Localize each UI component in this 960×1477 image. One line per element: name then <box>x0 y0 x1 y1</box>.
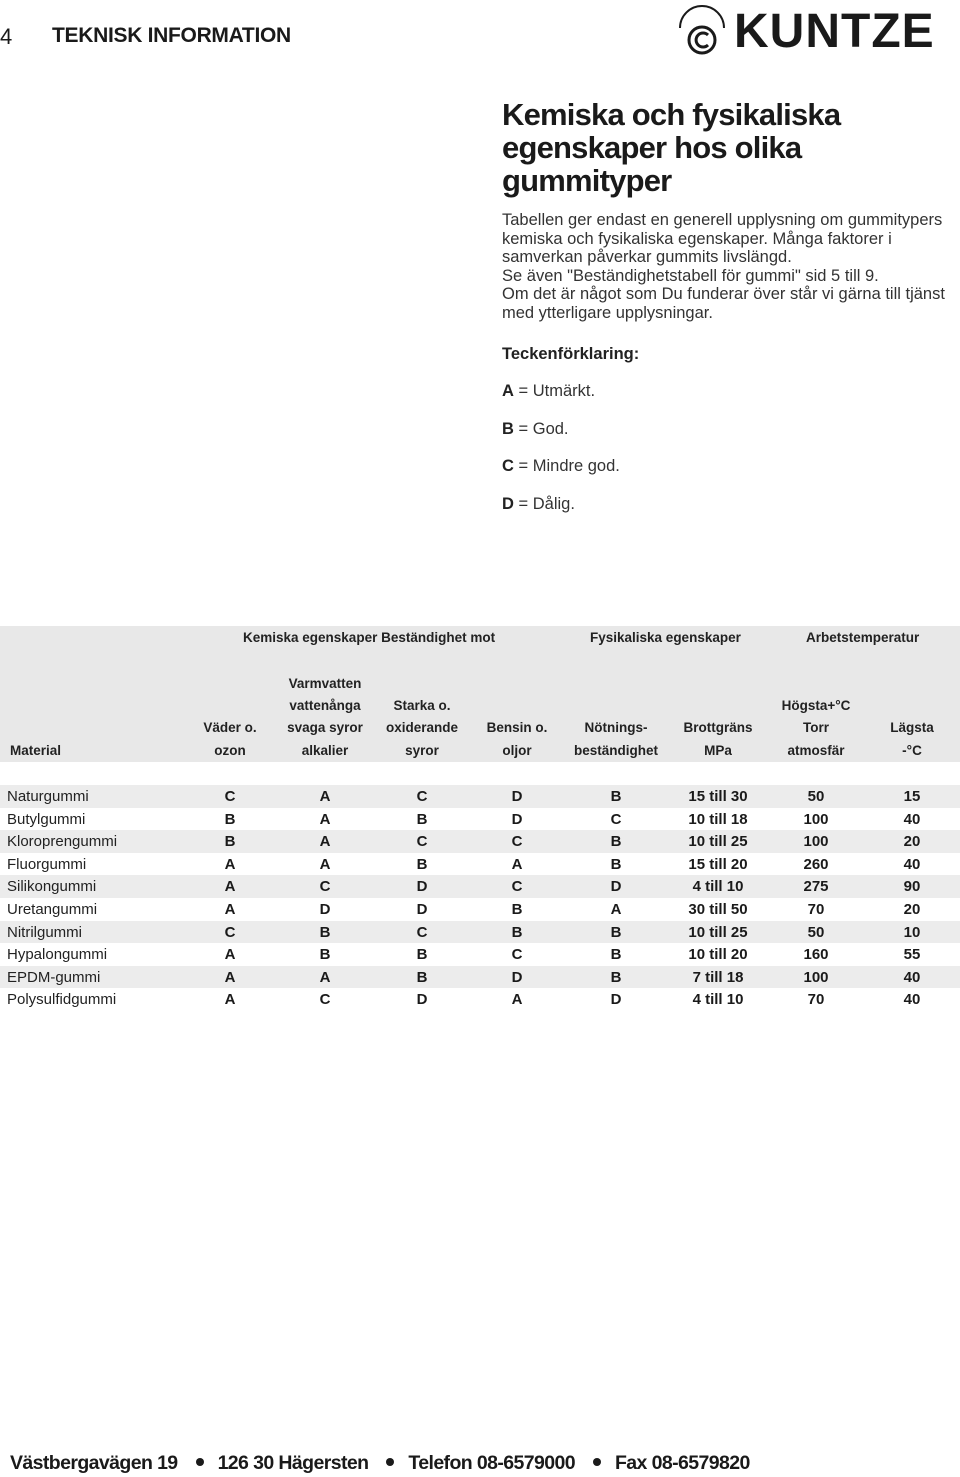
value-cell: 10 till 20 <box>688 946 748 964</box>
value-cell: D <box>416 991 428 1009</box>
column-header-line: MPa <box>704 743 732 758</box>
value-cell: 10 till 25 <box>688 833 748 851</box>
value-cell: 50 <box>807 788 825 805</box>
value-cell: A <box>224 946 236 964</box>
value-cell: 10 <box>903 923 921 941</box>
value-cell: D <box>416 901 428 918</box>
column-header-line: Torr <box>803 720 829 735</box>
value-cell: C <box>416 833 428 851</box>
group-header-temperature: Arbetstemperatur <box>806 630 920 645</box>
legend-separator: = <box>513 495 533 513</box>
column-header-line: Nötnings- <box>584 720 648 735</box>
value-cell: B <box>416 968 428 986</box>
column-header-line: svaga syror <box>287 720 363 735</box>
value-cell: C <box>511 833 523 851</box>
footer-postal: 126 30 Hägersten <box>217 1452 369 1474</box>
value-cell: B <box>319 923 331 941</box>
value-cell: C <box>319 991 331 1009</box>
intro-text <box>502 211 958 322</box>
value-cell: 70 <box>807 901 825 918</box>
column-header-line: oxiderande <box>385 720 459 735</box>
material-name-cell: Uretangummi <box>7 901 98 918</box>
column-header-line: -°C <box>902 743 922 758</box>
value-cell: D <box>610 991 622 1009</box>
legend-item <box>502 420 569 439</box>
table-row <box>0 943 960 966</box>
column-header-line: Högsta+°C <box>781 698 851 713</box>
value-cell: 4 till 10 <box>692 878 744 896</box>
value-cell: 40 <box>903 991 921 1009</box>
column-header-line: ozon <box>214 743 246 758</box>
column-header-line: Brottgräns <box>683 720 753 735</box>
legend-key: A <box>502 382 514 400</box>
material-name-cell: Butylgummi <box>7 810 86 828</box>
table-row <box>0 966 960 989</box>
value-cell: C <box>610 810 622 828</box>
value-cell: A <box>224 878 236 896</box>
value-cell: B <box>319 946 331 964</box>
value-cell: 40 <box>903 855 921 873</box>
value-cell: 15 till 20 <box>688 855 748 873</box>
value-cell: 20 <box>903 901 921 918</box>
footer-address: Västbergavägen 19 <box>10 1452 178 1474</box>
bullet-icon <box>196 1458 204 1466</box>
value-cell: B <box>224 833 236 851</box>
value-cell: C <box>224 923 236 941</box>
logo-wordmark: KUNTZE <box>734 5 935 58</box>
value-cell: A <box>511 855 523 873</box>
value-cell: A <box>224 855 236 873</box>
footer-phone: Telefon 08-6579000 <box>408 1452 575 1474</box>
column-header-line: atmosfär <box>787 743 845 758</box>
table-row <box>0 898 960 921</box>
group-header-physical: Fysikaliska egenskaper <box>590 630 741 645</box>
value-cell: A <box>319 788 331 805</box>
material-name-cell: Hypalongummi <box>7 946 108 964</box>
value-cell: 10 till 18 <box>688 810 748 828</box>
legend-key: C <box>502 457 514 475</box>
value-cell: B <box>416 855 428 873</box>
material-name-cell: Fluorgummi <box>7 855 87 873</box>
value-cell: 90 <box>903 878 921 896</box>
value-cell: B <box>610 968 622 986</box>
table-row <box>0 785 960 808</box>
value-cell: A <box>319 855 331 873</box>
legend-separator: = <box>513 420 533 438</box>
value-cell: D <box>511 788 523 805</box>
column-header-material: Material <box>10 743 62 758</box>
legend-item <box>502 382 595 401</box>
material-name-cell: Naturgummi <box>7 788 89 805</box>
legend-item <box>502 457 620 476</box>
material-name-cell: EPDM-gummi <box>7 968 101 986</box>
value-cell: 50 <box>807 923 825 941</box>
logo-emblem-icon <box>672 4 732 56</box>
value-cell: 15 till 30 <box>688 788 748 805</box>
intro-paragraph: Se även "Beständighetstabell för gummi" sid 5 till 9. <box>502 266 879 285</box>
legend-desc: Dålig. <box>532 495 575 513</box>
value-cell: A <box>319 810 331 828</box>
material-name-cell: Silikongummi <box>7 878 97 896</box>
column-header-line: Varmvatten <box>288 676 362 691</box>
column-header-line: vattenånga <box>289 698 361 713</box>
value-cell: C <box>511 946 523 964</box>
column-header-line: Väder o. <box>203 720 257 735</box>
value-cell: 55 <box>903 946 921 964</box>
column-header-line: beständighet <box>573 743 658 758</box>
value-cell: 275 <box>803 878 829 896</box>
value-cell: C <box>511 878 523 896</box>
table-header-band <box>0 626 960 762</box>
page-heading: Kemiska och fysikaliska egenskaper hos olika gummityper <box>502 97 841 198</box>
value-cell: 40 <box>903 968 921 986</box>
legend-desc: Mindre god. <box>532 457 620 475</box>
value-cell: C <box>416 923 428 941</box>
value-cell: B <box>511 923 523 941</box>
footer-contact <box>10 1452 750 1475</box>
value-cell: D <box>511 810 523 828</box>
value-cell: A <box>511 991 523 1009</box>
table-row <box>0 853 960 876</box>
value-cell: D <box>511 968 523 986</box>
value-cell: 260 <box>803 855 829 873</box>
group-header-chemical: Kemiska egenskaper Beständighet mot <box>243 630 496 645</box>
legend-key: B <box>502 420 514 438</box>
value-cell: 4 till 10 <box>692 991 744 1009</box>
value-cell: 20 <box>903 833 921 851</box>
column-header-line: syror <box>405 743 439 758</box>
value-cell: B <box>610 923 622 941</box>
column-header-line: oljor <box>502 743 532 758</box>
legend-key: D <box>502 495 514 513</box>
legend-desc: God. <box>532 420 569 438</box>
value-cell: C <box>416 788 428 805</box>
value-cell: 30 till 50 <box>688 901 748 918</box>
column-header-line: Lägsta <box>890 720 934 735</box>
column-header-line: alkalier <box>301 743 349 758</box>
value-cell: 7 till 18 <box>692 968 744 986</box>
bullet-icon <box>593 1458 601 1466</box>
value-cell: D <box>319 901 331 918</box>
value-cell: A <box>319 833 331 851</box>
kuntze-logo <box>672 4 956 56</box>
value-cell: C <box>224 788 236 805</box>
value-cell: A <box>610 901 622 918</box>
legend-item <box>502 495 575 514</box>
value-cell: 40 <box>903 810 921 828</box>
value-cell: B <box>224 810 236 828</box>
value-cell: B <box>610 788 622 805</box>
legend-separator: = <box>513 382 533 400</box>
section-title: TEKNISK INFORMATION <box>52 24 291 47</box>
footer-fax: Fax 08-6579820 <box>615 1452 750 1474</box>
bullet-icon <box>386 1458 394 1466</box>
value-cell: C <box>319 878 331 896</box>
value-cell: 100 <box>803 810 829 828</box>
legend-separator: = <box>513 457 533 475</box>
value-cell: B <box>511 901 523 918</box>
value-cell: D <box>610 878 622 896</box>
intro-paragraph: Om det är något som Du funderar över står vi gärna till tjänst med ytterligare upplysningar. <box>502 285 945 322</box>
material-name-cell: Nitrilgummi <box>7 923 82 941</box>
column-header-line: Starka o. <box>393 698 451 713</box>
intro-paragraph: Tabellen ger endast en generell upplysning om gummitypers kemiska och fysikaliska egenskaper. Många faktorer i samverkan påverkar gummits livslängd. <box>502 211 943 266</box>
value-cell: B <box>416 946 428 964</box>
table-row <box>0 830 960 853</box>
value-cell: B <box>610 833 622 851</box>
value-cell: 70 <box>807 991 825 1009</box>
value-cell: B <box>610 946 622 964</box>
value-cell: A <box>224 901 236 918</box>
table-row <box>0 808 960 831</box>
value-cell: 100 <box>803 968 829 986</box>
material-name-cell: Polysulfidgummi <box>7 991 117 1009</box>
value-cell: 100 <box>803 833 829 851</box>
value-cell: A <box>224 968 236 986</box>
table-row <box>0 988 960 1011</box>
table-row <box>0 921 960 944</box>
material-name-cell: Kloroprengummi <box>7 833 118 851</box>
value-cell: B <box>416 810 428 828</box>
legend-desc: Utmärkt. <box>532 382 596 400</box>
table-row <box>0 875 960 898</box>
value-cell: 10 till 25 <box>688 923 748 941</box>
value-cell: A <box>224 991 236 1009</box>
value-cell: B <box>610 855 622 873</box>
value-cell: 15 <box>903 788 921 805</box>
value-cell: 160 <box>803 946 829 964</box>
page-number: 4 <box>0 24 13 49</box>
value-cell: A <box>319 968 331 986</box>
value-cell: D <box>416 878 428 896</box>
column-header-line: Bensin o. <box>486 720 548 735</box>
legend-title: Teckenförklaring: <box>502 345 640 363</box>
